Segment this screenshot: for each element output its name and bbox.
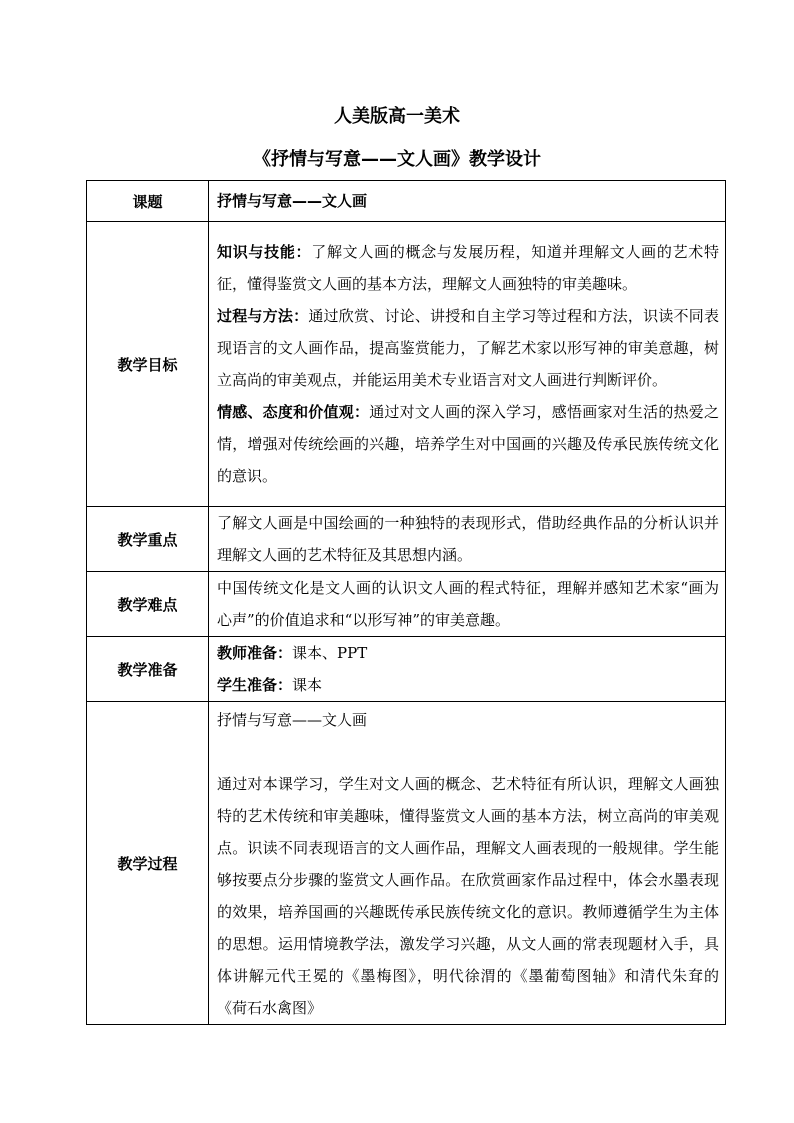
goals-content <box>209 222 726 507</box>
table-row-topic <box>87 181 726 222</box>
table-row-process <box>87 702 726 1025</box>
student-prep-text: 课本 <box>292 676 323 694</box>
process-content <box>209 702 726 1025</box>
emotion-text: 通过对文人画的深入学习，感悟画家对生活的热爱之情，增强对传统绘画的兴趣，培养学生对中国画的兴趣及传承民族传统文化的意识。 <box>217 403 719 485</box>
process-text: 通过对本课学习，学生对文人画的概念、艺术特征有所认识，理解文人画独特的艺术传统和审美趣味，懂得鉴赏文人画的基本方法，树立高尚的审美观点。识读不同表现语言的文人画作品，理解文人画表现的一般规律。学生能够按要点分步骤的鉴赏文人画作品。在欣赏画家作品过程中，体会水墨表现的效果，培养国画的兴趣既传承民族传统文化的意识。教师遵循学生为主体的思想。运用情境教学法，激发学习兴趣，从文人画的常表现题材入手，具体讲解元代王冕的《墨梅图》，明代徐渭的《墨葡萄图轴》和清代朱耷的《荷石水禽图》 <box>217 775 719 1017</box>
emotion-title: 情感、态度和价值观： <box>217 403 370 421</box>
preparation-content <box>209 637 726 702</box>
table-row-goals <box>87 222 726 507</box>
lesson-plan-table <box>86 180 726 1025</box>
document-title: 人美版高一美术 <box>334 106 460 127</box>
goals-process <box>217 300 719 396</box>
table-row-preparation <box>87 637 726 702</box>
preparation-label: 教学准备 <box>87 637 209 702</box>
teacher-prep-title: 教师准备： <box>217 644 293 662</box>
student-preparation <box>217 669 719 701</box>
blank-line <box>217 736 719 768</box>
process-title: 过程与方法： <box>217 307 309 325</box>
process-heading: 抒情与写意——文人画 <box>217 711 368 729</box>
knowledge-title: 知识与技能： <box>217 243 312 261</box>
teacher-prep-text: 课本、PPT <box>292 644 368 662</box>
goals-emotion <box>217 396 719 492</box>
goals-label: 教学目标 <box>87 222 209 507</box>
difficulties-label: 教学难点 <box>87 572 209 637</box>
goals-knowledge <box>217 236 719 300</box>
teacher-preparation <box>217 637 719 669</box>
topic-label: 课题 <box>87 181 209 222</box>
process-label: 教学过程 <box>87 702 209 1025</box>
student-prep-title: 学生准备： <box>217 676 293 694</box>
table-row-key-points <box>87 507 726 572</box>
knowledge-text: 了解文人画的概念与发展历程，知道并理解文人画的艺术特征，懂得鉴赏文人画的基本方法，理解文人画独特的审美趣味。 <box>217 243 719 293</box>
key-points-label: 教学重点 <box>87 507 209 572</box>
key-points-value: 了解文人画是中国绘画的一种独特的表现形式，借助经典作品的分析认识并理解文人画的艺术特征及其思想内涵。 <box>209 507 726 572</box>
topic-value: 抒情与写意——文人画 <box>209 181 726 222</box>
table-row-difficulties <box>87 572 726 637</box>
difficulties-value: 中国传统文化是文人画的认识文人画的程式特征，理解并感知艺术家“画为心声”的价值追求和“以形写神”的审美意趣。 <box>209 572 726 637</box>
process-text: 通过欣赏、讨论、讲授和自主学习等过程和方法，识读不同表现语言的文人画作品，提高鉴赏能力，了解艺术家以形写神的审美意趣，树立高尚的审美观点，并能运用美术专业语言对文人画进行判断评价。 <box>217 307 719 389</box>
document-subtitle: 《抒情与写意——文人画》教学设计 <box>253 149 541 170</box>
